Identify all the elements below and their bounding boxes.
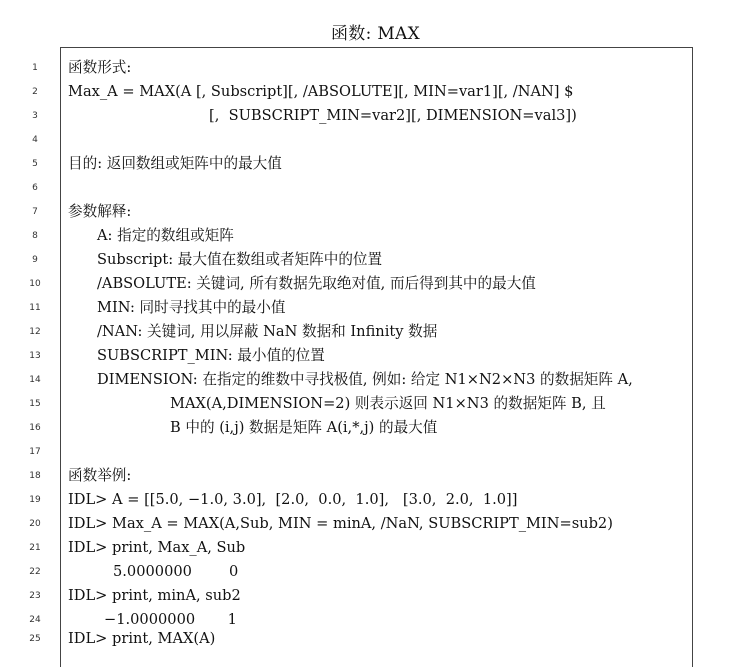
line-text: /NAN: 关键词, 用以屏蔽 NaN 数据和 Infinity 数据 — [97, 323, 438, 340]
code-line — [0, 201, 751, 225]
line-number: 6 — [32, 183, 38, 193]
line-text: IDL> print, minA, sub2 — [68, 587, 241, 604]
code-line — [0, 249, 751, 273]
page-title: 函数: MAX — [330, 24, 421, 44]
line-number: 1 — [32, 63, 38, 73]
line-text: /ABSOLUTE: 关键词, 所有数据先取绝对值, 而后得到其中的最大值 — [97, 275, 536, 292]
code-line — [0, 177, 751, 201]
line-text: SUBSCRIPT_MIN: 最小值的位置 — [97, 347, 325, 364]
line-text: −1.0000000 1 — [104, 611, 237, 628]
code-line — [0, 585, 751, 609]
code-line — [0, 297, 751, 321]
line-text: IDL> print, Max_A, Sub — [68, 539, 246, 556]
line-number: 3 — [32, 111, 38, 121]
line-number: 4 — [32, 135, 38, 145]
code-line — [0, 537, 751, 561]
line-number: 23 — [29, 591, 41, 601]
code-line — [0, 561, 751, 585]
code-line — [0, 369, 751, 393]
code-line — [0, 417, 751, 441]
line-number: 22 — [29, 567, 41, 577]
line-text: IDL> print, MAX(A) — [68, 630, 216, 647]
line-text: A: 指定的数组或矩阵 — [97, 227, 234, 244]
code-line — [0, 57, 751, 81]
line-text: MIN: 同时寻找其中的最小值 — [97, 299, 286, 316]
line-text: Max_A = MAX(A [, Subscript][, /ABSOLUTE][, MIN=var1][, /NAN] $ — [68, 83, 574, 100]
code-line — [0, 81, 751, 105]
line-number: 15 — [29, 399, 41, 409]
code-line — [0, 129, 751, 153]
line-text: 函数举例: — [68, 467, 132, 484]
line-number: 17 — [29, 447, 41, 457]
line-number: 25 — [29, 634, 41, 644]
code-line — [0, 105, 751, 129]
line-number: 7 — [32, 207, 38, 217]
code-line — [0, 273, 751, 297]
line-text: 参数解释: — [68, 203, 132, 220]
line-text: IDL> A = [[5.0, −1.0, 3.0], [2.0, 0.0, 1.0], [3.0, 2.0, 1.0]] — [68, 491, 518, 508]
line-number: 18 — [29, 471, 41, 481]
line-number: 12 — [29, 327, 41, 337]
code-line — [0, 345, 751, 369]
code-line — [0, 441, 751, 465]
line-number: 10 — [29, 279, 41, 289]
code-line — [0, 465, 751, 489]
code-line — [0, 321, 751, 345]
line-number: 24 — [29, 615, 41, 625]
line-text: 目的: 返回数组或矩阵中的最大值 — [68, 155, 282, 172]
line-number: 19 — [29, 495, 41, 505]
code-line — [0, 489, 751, 513]
line-number: 20 — [29, 519, 41, 529]
line-number: 16 — [29, 423, 41, 433]
code-line — [0, 513, 751, 537]
code-line — [0, 628, 751, 652]
line-number: 21 — [29, 543, 41, 553]
line-number: 14 — [29, 375, 41, 385]
line-text: IDL> Max_A = MAX(A,Sub, MIN = minA, /NaN, SUBSCRIPT_MIN=sub2) — [68, 515, 613, 532]
line-number: 9 — [32, 255, 38, 265]
line-number: 8 — [32, 231, 38, 241]
line-text: [, SUBSCRIPT_MIN=var2][, DIMENSION=val3]) — [209, 107, 577, 124]
line-text: B 中的 (i,j) 数据是矩阵 A(i,*,j) 的最大值 — [170, 419, 438, 436]
line-number: 2 — [32, 87, 38, 97]
line-number: 11 — [29, 303, 41, 313]
code-line — [0, 393, 751, 417]
line-text: DIMENSION: 在指定的维数中寻找极值, 例如: 给定 N1×N2×N3 的数据矩阵 A, — [97, 371, 633, 388]
code-line — [0, 225, 751, 249]
line-text: MAX(A,DIMENSION=2) 则表示返回 N1×N3 的数据矩阵 B, 且 — [170, 395, 606, 412]
line-text: 5.0000000 0 — [113, 563, 239, 580]
line-number: 13 — [29, 351, 41, 361]
line-number: 5 — [32, 159, 38, 169]
line-text: 函数形式: — [68, 59, 132, 76]
line-text: Subscript: 最大值在数组或者矩阵中的位置 — [97, 251, 383, 268]
code-line — [0, 153, 751, 177]
